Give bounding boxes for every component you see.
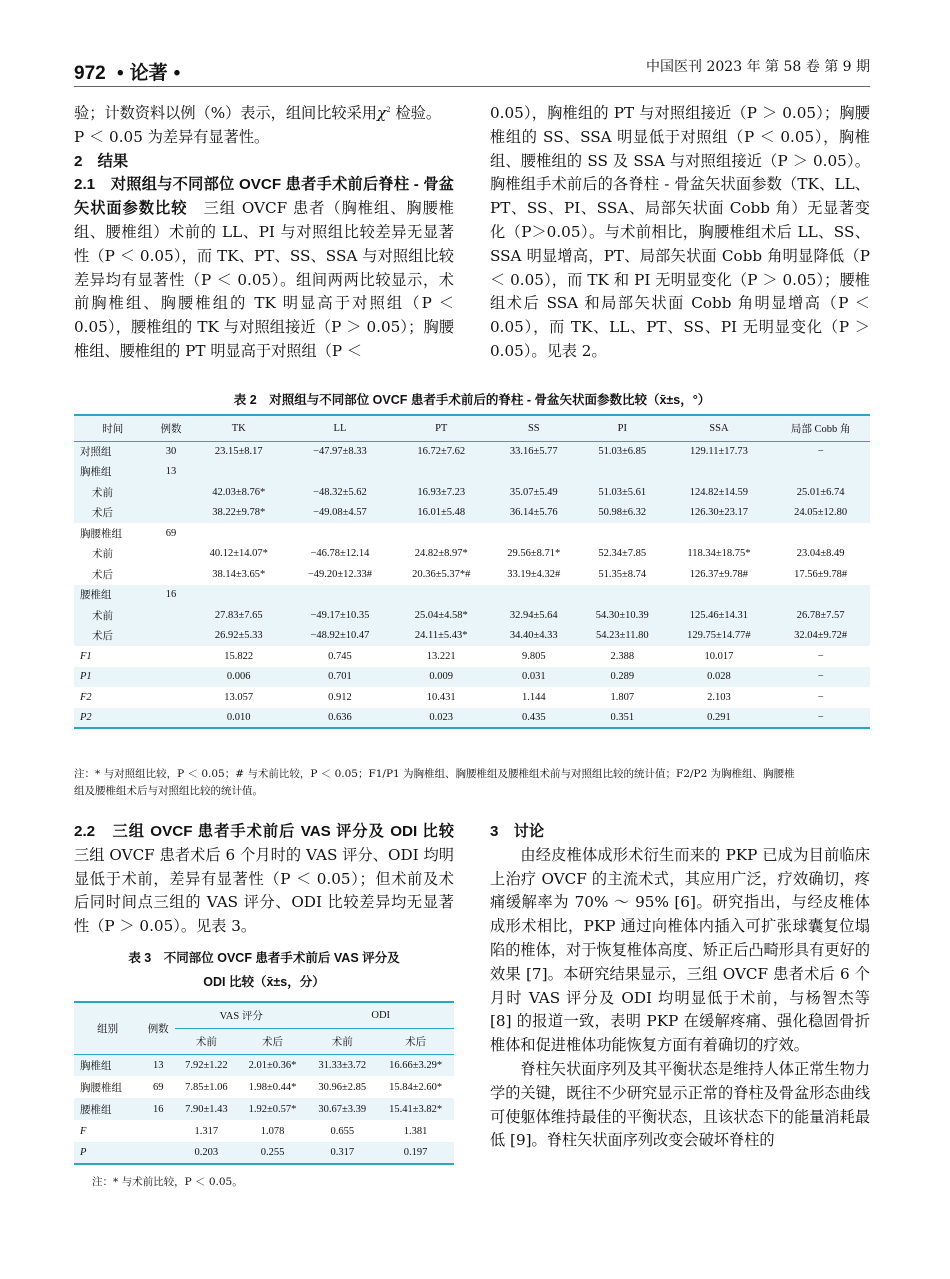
table-cell: 16 — [165, 589, 177, 601]
table-cell: 34.40±4.33 — [509, 630, 558, 642]
table-cell: 42.03±8.76* — [212, 486, 266, 498]
table-cell — [152, 503, 191, 524]
table-cell: 16.72±7.62 — [417, 446, 466, 457]
table-cell: 13.057 — [224, 691, 254, 703]
table-cell: 0.912 — [328, 691, 352, 703]
table-row — [74, 482, 870, 503]
paragraph-2-2: 2.2 三组 OVCF 患者手术前后 VAS 评分及 ODI 比较 三组 OVCF 患者术后 6 个月时的 VAS 评分、ODI 均明显低于术前，差异有显著性（P ＜ 0.05）；但术前及术后同时间点三组的 VAS 评分、ODI 比较差异均无显著性（P ＞ 0.05）。见表 3。 — [74, 823, 454, 936]
table-cell: 40.12±14.07* — [209, 548, 268, 560]
table-cell — [771, 523, 870, 544]
table-cell: −47.97±8.33 — [313, 446, 367, 457]
right-column-bottom — [490, 820, 870, 1153]
table-cell: 16.93±7.23 — [417, 486, 466, 498]
table-cell: F1 — [80, 650, 92, 662]
table-row — [74, 564, 870, 585]
table-cell: 腰椎组 — [80, 590, 112, 602]
table-cell: −49.08±4.57 — [313, 507, 367, 519]
table-cell — [490, 585, 579, 606]
table-cell — [190, 462, 287, 483]
table-cell: 0.031 — [521, 671, 546, 683]
table-cell — [393, 523, 490, 544]
table-cell: 0.023 — [429, 711, 454, 723]
table-cell: 129.75±14.77# — [687, 630, 751, 642]
table-cell: 胸腰椎组 — [80, 528, 122, 540]
subsection-heading-2-1: 2.1 对照组与不同部位 OVCF 患者手术前后脊柱 - 骨盆矢状面参数比较 — [74, 176, 454, 218]
table-cell: 术后 — [92, 631, 113, 643]
left-column-bottom — [74, 820, 454, 939]
table-cell: 0.028 — [707, 671, 731, 683]
table3-header-vas: VAS 评分 — [175, 1002, 307, 1028]
table-cell: 126.30±23.17 — [689, 507, 749, 519]
table-cell: 0.006 — [226, 671, 251, 683]
table-cell: 15.84±2.60* — [389, 1081, 443, 1093]
table-cell: 32.94±5.64 — [509, 609, 558, 621]
table-cell: 胸椎组 — [80, 1060, 112, 1072]
table3-header-row-1 — [74, 1002, 454, 1028]
table-cell: 0.655 — [330, 1125, 355, 1137]
table-cell: 36.14±5.76 — [509, 507, 558, 519]
table-cell: 15.41±3.82* — [389, 1103, 443, 1115]
table-cell: −49.20±12.33# — [307, 568, 373, 580]
table2-header-cell: 局部 Cobb 角 — [790, 423, 851, 435]
table-row — [74, 1076, 454, 1098]
table3-header-n: 例数 — [147, 1023, 169, 1035]
table-cell — [152, 708, 191, 729]
table3-header-odi-post: 术后 — [405, 1036, 427, 1048]
table-cell: − — [817, 711, 824, 723]
table2-header-cell: 时间 — [102, 423, 124, 435]
table2-note: 注：* 与对照组比较，P ＜ 0.05；# 与术前比较，P ＜ 0.05；F1/P1 为胸椎组、胸腰椎组及腰椎组术前与对照组比较的统计值；F2/P2 为胸椎组、胸腰椎 组及腰椎组术后与对照组比较的统计值。 — [74, 768, 795, 797]
table-cell: 9.805 — [521, 650, 546, 662]
table-cell — [152, 626, 191, 647]
bullet-icon: • — [173, 63, 181, 84]
table-cell: 0.435 — [521, 711, 546, 723]
table3-header-odi-pre: 术前 — [331, 1036, 353, 1048]
table-row — [74, 441, 870, 462]
table-cell: 13.221 — [426, 650, 456, 662]
table-cell: 1.98±0.44* — [248, 1081, 297, 1093]
table3-header-vas-pre: 术前 — [195, 1036, 217, 1048]
paragraph-significance: P ＜ 0.05 为差异有显著性。 — [74, 127, 270, 146]
table2-header-cell: SS — [527, 422, 540, 434]
table-cell: 54.30±10.39 — [595, 609, 649, 621]
table-cell: 24.11±5.43* — [414, 630, 468, 642]
table2 — [74, 414, 870, 729]
table3 — [74, 1001, 454, 1165]
table-cell: 23.04±8.49 — [796, 548, 845, 560]
table-cell: 10.431 — [426, 691, 456, 703]
left-column-top — [74, 102, 454, 364]
table-row — [74, 1098, 454, 1120]
table-cell: 0.636 — [328, 711, 352, 723]
paragraph-2-1: 2.1 对照组与不同部位 OVCF 患者手术前后脊柱 - 骨盆矢状面参数比较 三组 OVCF 患者（胸椎组、胸腰椎组、腰椎组）术前的 LL、PI 与对照组比较差异无显著性（P ＜ 0.05），而 TK、PT、SS、SSA 与对照组比较差异均有显著性（P ＜ 0.05）。组间两两比较显示，术前胸椎组、胸腰椎组的 TK 明显高于对照组（P ＜ 0.05），腰椎组的 TK 与对照组接近（P ＞ 0.05）；胸腰椎组、腰椎组的 PT 明显高于对照组（P ＜ — [74, 176, 454, 360]
table-cell: 0.010 — [226, 711, 251, 723]
table-cell: F — [80, 1125, 87, 1137]
table-row — [74, 708, 870, 729]
table-cell: 术后 — [92, 569, 113, 581]
table-cell — [393, 585, 490, 606]
table-cell: 0.745 — [328, 650, 352, 662]
table2-header-cell: LL — [333, 422, 347, 434]
table-cell: 13 — [152, 1059, 164, 1071]
table-cell — [152, 482, 191, 503]
paragraph-methods-end: 验；计数资料以例（%）表示，组间比较采用$\chi^2$ 检验。 — [74, 104, 442, 122]
table-cell: 69 — [165, 527, 177, 539]
subsection-heading-2-2: 2.2 三组 OVCF 患者手术前后 VAS 评分及 ODI 比较 — [74, 823, 454, 840]
table-row — [74, 667, 870, 688]
table-cell: 0.203 — [194, 1147, 219, 1158]
table-cell: 1.92±0.57* — [248, 1103, 297, 1115]
table-cell: 16.66±3.29* — [389, 1059, 443, 1071]
table-cell — [287, 585, 393, 606]
table-cell: 25.04±4.58* — [414, 609, 468, 621]
right-column-top — [490, 102, 870, 364]
table-cell: 1.807 — [610, 691, 635, 703]
table-cell: 26.78±7.57 — [796, 609, 845, 621]
table-cell: 1.144 — [521, 691, 546, 703]
table-cell: − — [817, 671, 824, 683]
table-cell: 7.85±1.06 — [185, 1081, 228, 1093]
table-cell: 52.34±7.85 — [598, 548, 647, 560]
section-heading-discussion: 3 讨论 — [490, 823, 545, 840]
table-cell: 32.04±9.72# — [794, 630, 848, 642]
table-cell: −48.92±10.47 — [310, 630, 370, 642]
table-cell — [578, 523, 667, 544]
table-cell: 33.16±5.77 — [509, 446, 558, 457]
table2-header-cell: PT — [435, 422, 448, 434]
table-row — [74, 503, 870, 524]
table-cell — [152, 667, 191, 688]
table-cell — [667, 585, 772, 606]
table-row — [74, 687, 870, 708]
table-cell: 0.351 — [610, 711, 635, 723]
table-cell: − — [817, 650, 824, 662]
table-cell: 30 — [165, 446, 177, 457]
table-cell — [393, 462, 490, 483]
table-cell: 胸椎组 — [80, 467, 112, 479]
table-cell: 125.46±14.31 — [689, 609, 749, 621]
paragraph-results-continued: 0.05），胸椎组的 PT 与对照组接近（P ＞ 0.05）；胸腰椎组的 SS、SSA 明显低于对照组（P ＜ 0.05），胸椎组、腰椎组的 SS 及 SSA 与对照组接近（P ＞ 0.05）。胸椎组手术前后的各脊柱 - 骨盆矢状面参数（TK、LL、PT、SS、PI、SSA、局部矢状面 Cobb 角）无显著变化（P＞0.05）。与术前相比，胸腰椎组术后 LL、SS、SSA 明显增高，PT、局部矢状面 Cobb 角明显降低（P ＜ 0.05），而 TK 和 PI 无明显变化（P ＞ 0.05）；腰椎组术后 SSA 和局部矢状面 Cobb 角明显增高（P ＜ 0.05），而 TK、LL、PT、SS、PI 无明显变化（P ＞ 0.05）。见表 2。 — [490, 104, 870, 360]
table-cell: 38.14±3.65* — [212, 568, 266, 580]
table-cell: 26.92±5.33 — [214, 630, 263, 642]
table-cell: 0.701 — [328, 671, 352, 683]
table-cell: 1.078 — [260, 1125, 285, 1137]
table-cell: 129.11±17.73 — [689, 446, 748, 457]
table-cell: 术后 — [92, 508, 113, 520]
table-cell — [578, 462, 667, 483]
table-cell: 0.255 — [260, 1147, 285, 1158]
table-cell: 0.291 — [707, 711, 731, 723]
table-cell — [667, 523, 772, 544]
table-cell — [771, 462, 870, 483]
table-cell: −49.17±10.35 — [310, 609, 370, 621]
table-cell — [287, 523, 393, 544]
table3-note: 注：* 与术前比较，P ＜ 0.05。 — [92, 1176, 243, 1188]
table-cell: 胸腰椎组 — [80, 1082, 122, 1094]
table-cell: 对照组 — [80, 447, 112, 458]
table-cell: 16 — [152, 1103, 164, 1115]
table-cell — [141, 1120, 175, 1142]
table-row — [74, 1142, 454, 1164]
section-label: 论著 — [129, 63, 168, 84]
table3-header-odi: ODI — [307, 1002, 454, 1028]
table-row — [74, 523, 870, 544]
table-cell: 7.90±1.43 — [185, 1103, 228, 1115]
table2-header-cell: TK — [231, 422, 246, 434]
paragraph-discussion-2: 脊柱矢状面序列及其平衡状态是维持人体正常生物力学的关键，既往不少研究显示正常的脊柱及骨盆形态曲线可使躯体维持最佳的平衡状态，且该状态下的能量消耗最低 [9]。脊柱矢状面序列改变会破坏脊柱的 — [490, 1059, 870, 1150]
table-cell: 0.197 — [403, 1147, 428, 1158]
table-cell: 51.35±8.74 — [598, 568, 647, 580]
table-cell: 69 — [152, 1081, 164, 1093]
table-cell — [287, 462, 393, 483]
table-row — [74, 462, 870, 483]
table-cell: P — [80, 1147, 87, 1158]
table-cell: 50.98±6.32 — [598, 507, 647, 519]
table-cell: 23.15±8.17 — [214, 446, 263, 457]
table-cell: 35.07±5.49 — [509, 486, 558, 498]
table-cell: − — [817, 446, 824, 457]
table-cell — [578, 585, 667, 606]
table-cell: 29.56±8.71* — [507, 548, 561, 560]
table-cell: 0.317 — [330, 1147, 355, 1158]
table3-header-vas-post: 术后 — [262, 1036, 284, 1048]
section-heading-results: 2 结果 — [74, 152, 129, 170]
table-cell — [490, 462, 579, 483]
table-cell: 25.01±6.74 — [796, 486, 845, 498]
table-cell — [490, 523, 579, 544]
table-cell: 30.96±2.85 — [318, 1081, 367, 1093]
table-row — [74, 605, 870, 626]
bullet-icon: • — [116, 63, 124, 84]
table-cell: 15.822 — [224, 650, 254, 662]
table2-header-cell: PI — [617, 422, 627, 434]
table-cell — [152, 564, 191, 585]
table-cell — [152, 687, 191, 708]
table-cell: 20.36±5.37*# — [412, 568, 471, 580]
table-cell: −46.78±12.14 — [310, 548, 370, 560]
table-cell: 0.009 — [429, 671, 454, 683]
table-cell: 7.92±1.22 — [185, 1059, 228, 1071]
table2-header-row — [74, 415, 870, 441]
table-cell: 术前 — [92, 610, 113, 622]
table2-caption: 表 2 对照组与不同部位 OVCF 患者手术前后的脊柱 - 骨盆矢状面参数比较（x̄±s，°） — [233, 393, 711, 407]
table-cell: 术前 — [92, 487, 113, 499]
table3-header-group: 组别 — [97, 1023, 119, 1035]
table-cell: 54.23±11.80 — [595, 630, 649, 642]
table-row — [74, 1120, 454, 1142]
table-cell: −48.32±5.62 — [313, 486, 367, 498]
table-cell: 13 — [165, 466, 177, 478]
table-cell — [152, 605, 191, 626]
table-cell: 51.03±5.61 — [598, 486, 647, 498]
table-cell: 腰椎组 — [80, 1104, 112, 1116]
table-cell: 2.103 — [707, 691, 731, 703]
table-cell: 17.56±9.78# — [794, 568, 848, 580]
table-cell — [667, 462, 772, 483]
table-row — [74, 646, 870, 667]
table-cell — [190, 523, 287, 544]
table2-header-cell: 例数 — [160, 423, 182, 435]
table-cell: 124.82±14.59 — [689, 486, 749, 498]
table-cell: P1 — [80, 671, 92, 683]
table-cell — [152, 646, 191, 667]
table-row — [74, 1054, 454, 1076]
table-cell — [771, 585, 870, 606]
table2-header-cell: SSA — [709, 422, 729, 434]
table-cell: 31.33±3.72 — [318, 1059, 367, 1071]
table-cell: 51.03±6.85 — [598, 446, 647, 457]
table-cell — [190, 585, 287, 606]
table-cell: 126.37±9.78# — [689, 568, 749, 580]
table-cell: − — [817, 691, 824, 703]
table-row — [74, 585, 870, 606]
table-row — [74, 626, 870, 647]
table-cell: 2.01±0.36* — [248, 1059, 297, 1071]
table-cell: 118.34±18.75* — [687, 548, 751, 560]
table-cell: 术前 — [92, 549, 113, 561]
journal-info: 中国医刊 2023 年 第 58 卷 第 9 期 — [646, 59, 870, 75]
page-header-left — [74, 58, 186, 85]
table-cell: 0.289 — [610, 671, 635, 683]
header-divider — [74, 86, 870, 87]
table-cell — [141, 1142, 175, 1164]
table3-caption: 表 3 不同部位 OVCF 患者手术前后 VAS 评分及 ODI 比较（x̄±s，分） — [128, 951, 400, 989]
page-number: 972 — [74, 63, 106, 84]
table-cell: 27.83±7.65 — [214, 609, 263, 621]
table-cell: 24.05±12.80 — [794, 507, 848, 519]
table-cell: 33.19±4.32# — [507, 568, 561, 580]
table-cell: P2 — [80, 711, 92, 723]
table-cell: 1.381 — [403, 1125, 428, 1137]
table-cell: 38.22±9.78* — [212, 507, 266, 519]
table-cell: 24.82±8.97* — [414, 548, 468, 560]
table-cell — [152, 544, 191, 565]
table-cell: 10.017 — [704, 650, 734, 662]
paragraph-discussion-1: 由经皮椎体成形术衍生而来的 PKP 已成为目前临床上治疗 OVCF 的主流术式，其应用广泛，疗效确切，疼痛缓解率为 70% ～ 95% [6]。研究指出，与经皮椎体成形术相比，PKP 通过向椎体内插入可扩张球囊复位塌陷的椎体，对于恢复椎体高度、矫正后凸畸形具有更好的效果 [7]。本研究结果显示，三组 OVCF 患者术后 6 个月时 VAS 评分及 ODI 均明显低于术前，与杨智杰等 [8] 的报道一致，表明 PKP 在缓解疼痛、强化稳固骨折椎体和促进椎体功能恢复方面有着确切的疗效。 — [490, 845, 870, 1055]
table-cell: F2 — [80, 691, 92, 703]
table-cell: 2.388 — [610, 650, 635, 662]
table-cell: 1.317 — [194, 1125, 219, 1137]
table-cell: 16.01±5.48 — [417, 507, 466, 519]
table-cell: 30.67±3.39 — [318, 1103, 367, 1115]
table-row — [74, 544, 870, 565]
